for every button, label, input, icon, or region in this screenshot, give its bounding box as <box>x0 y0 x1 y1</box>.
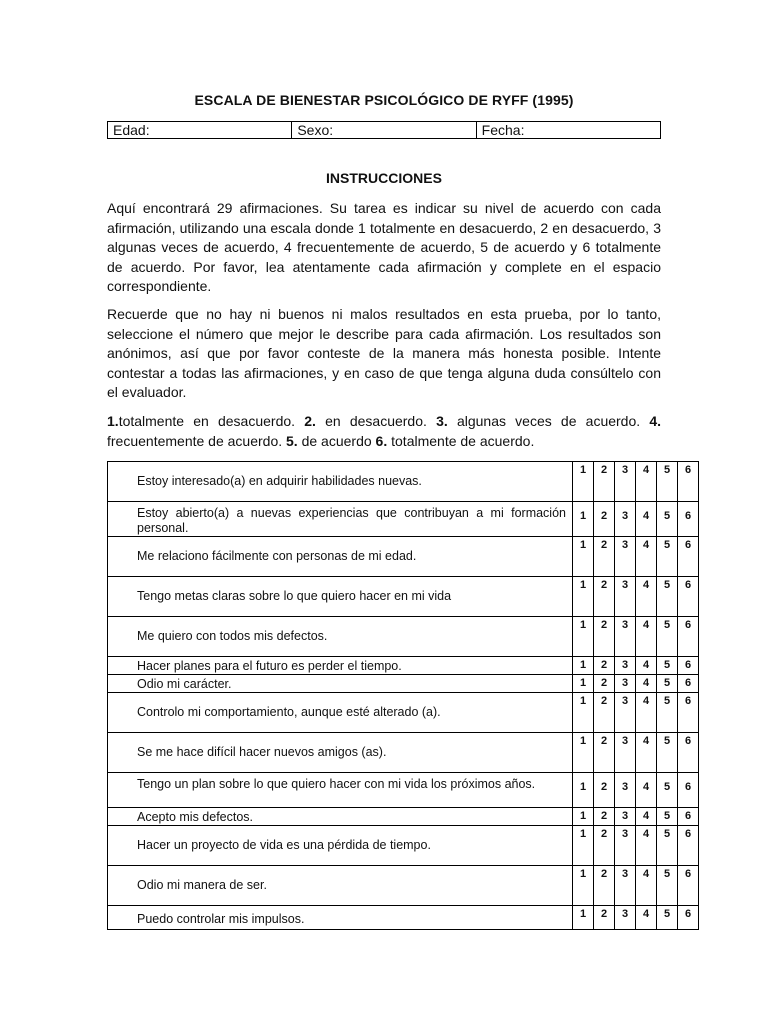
item-statement: Odio mi manera de ser. <box>108 866 573 906</box>
legend-text: frecuentemente de acuerdo. <box>107 432 287 449</box>
rating-option-1[interactable]: 1 <box>573 502 594 537</box>
rating-option-6[interactable]: 6 <box>678 617 699 657</box>
rating-option-2[interactable]: 2 <box>594 675 615 693</box>
rating-option-4[interactable]: 4 <box>636 866 657 906</box>
rating-option-3[interactable]: 3 <box>615 657 636 675</box>
legend-number: 5. <box>286 432 298 449</box>
item-statement: Hacer un proyecto de vida es una pérdida de tiempo. <box>108 826 573 866</box>
rating-option-6[interactable]: 6 <box>678 773 699 808</box>
rating-option-1[interactable]: 1 <box>573 773 594 808</box>
rating-option-2[interactable]: 2 <box>594 773 615 808</box>
item-statement: Se me hace difícil hacer nuevos amigos (as). <box>108 733 573 773</box>
rating-option-4[interactable]: 4 <box>636 693 657 733</box>
item-row <box>108 675 699 693</box>
rating-option-4[interactable]: 4 <box>636 502 657 537</box>
rating-option-1[interactable]: 1 <box>573 657 594 675</box>
rating-option-1[interactable]: 1 <box>573 808 594 826</box>
rating-option-1[interactable]: 1 <box>573 537 594 577</box>
rating-option-5[interactable]: 5 <box>657 657 678 675</box>
item-row <box>108 733 699 773</box>
item-statement: Odio mi carácter. <box>108 675 573 693</box>
scale-legend <box>107 412 661 451</box>
rating-option-5[interactable]: 5 <box>657 773 678 808</box>
rating-option-3[interactable]: 3 <box>615 773 636 808</box>
rating-option-4[interactable]: 4 <box>636 675 657 693</box>
rating-option-6[interactable]: 6 <box>678 577 699 617</box>
rating-option-4[interactable]: 4 <box>636 617 657 657</box>
item-statement: Estoy interesado(a) en adquirir habilidades nuevas. <box>108 462 573 502</box>
rating-option-5[interactable]: 5 <box>657 693 678 733</box>
rating-option-3[interactable]: 3 <box>615 866 636 906</box>
rating-option-6[interactable]: 6 <box>678 693 699 733</box>
age-field[interactable]: Edad: <box>108 122 292 139</box>
rating-option-2[interactable]: 2 <box>594 462 615 502</box>
item-statement: Me quiero con todos mis defectos. <box>108 617 573 657</box>
rating-option-5[interactable]: 5 <box>657 617 678 657</box>
legend-number: 3. <box>436 413 448 429</box>
rating-option-1[interactable]: 1 <box>573 675 594 693</box>
rating-option-3[interactable]: 3 <box>615 537 636 577</box>
rating-option-2[interactable]: 2 <box>594 733 615 773</box>
rating-option-4[interactable]: 4 <box>636 537 657 577</box>
rating-option-6[interactable]: 6 <box>678 537 699 577</box>
legend-number: 6. <box>375 432 388 449</box>
legend-text: totalmente en desacuerdo. <box>118 413 305 429</box>
rating-option-6[interactable]: 6 <box>678 906 699 930</box>
rating-option-5[interactable]: 5 <box>657 675 678 693</box>
rating-option-6[interactable]: 6 <box>678 808 699 826</box>
item-row <box>108 617 699 657</box>
items-table <box>107 461 699 930</box>
rating-option-6[interactable]: 6 <box>678 657 699 675</box>
item-row <box>108 537 699 577</box>
rating-option-2[interactable]: 2 <box>594 657 615 675</box>
rating-option-2[interactable]: 2 <box>594 537 615 577</box>
rating-option-3[interactable]: 3 <box>615 733 636 773</box>
rating-option-6[interactable]: 6 <box>678 675 699 693</box>
date-field[interactable]: Fecha: <box>476 122 660 139</box>
instructions-heading: INSTRUCCIONES <box>326 170 442 186</box>
rating-option-2[interactable]: 2 <box>594 808 615 826</box>
rating-option-6[interactable]: 6 <box>678 866 699 906</box>
rating-option-5[interactable]: 5 <box>657 733 678 773</box>
rating-option-3[interactable]: 3 <box>615 675 636 693</box>
item-statement: Tengo metas claras sobre lo que quiero hacer en mi vida <box>108 577 573 617</box>
rating-option-5[interactable]: 5 <box>657 537 678 577</box>
legend-number: 2. <box>304 413 316 429</box>
rating-option-6[interactable]: 6 <box>678 462 699 502</box>
legend-text: totalmente de acuerdo. <box>387 432 535 449</box>
document-title: ESCALA DE BIENESTAR PSICOLÓGICO DE RYFF (1995) <box>194 92 574 108</box>
rating-option-4[interactable]: 4 <box>636 577 657 617</box>
rating-option-4[interactable]: 4 <box>636 906 657 930</box>
legend-number: 4. <box>649 413 662 429</box>
rating-option-1[interactable]: 1 <box>573 733 594 773</box>
rating-option-4[interactable]: 4 <box>636 826 657 866</box>
rating-option-1[interactable]: 1 <box>573 866 594 906</box>
item-row <box>108 906 699 930</box>
rating-option-4[interactable]: 4 <box>636 657 657 675</box>
legend-number: 1. <box>107 413 119 429</box>
instructions-paragraph-1: Aquí encontrará 29 afirmaciones. Su tarea es indicar su nivel de acuerdo con cada afirmación, utilizando una escala donde 1 totalmente en desacuerdo, 2 en desacuerdo, 3 algunas veces de acuerdo, 4 frecuentemente de acuerdo, 5 de acuerdo y 6 totalmente de acuerdo. Por favor, lea atentamente cada afirmación y complete en el espacio correspondiente. <box>107 200 661 294</box>
item-row <box>108 693 699 733</box>
rating-option-3[interactable]: 3 <box>615 462 636 502</box>
item-row <box>108 866 699 906</box>
rating-option-4[interactable]: 4 <box>636 808 657 826</box>
rating-option-1[interactable]: 1 <box>573 693 594 733</box>
rating-option-2[interactable]: 2 <box>594 577 615 617</box>
item-statement: Acepto mis defectos. <box>108 808 573 826</box>
rating-option-2[interactable]: 2 <box>594 906 615 930</box>
respondent-info-table <box>107 121 661 139</box>
item-statement: Hacer planes para el futuro es perder el tiempo. <box>108 657 573 675</box>
rating-option-6[interactable]: 6 <box>678 826 699 866</box>
rating-option-3[interactable]: 3 <box>615 808 636 826</box>
rating-option-1[interactable]: 1 <box>573 577 594 617</box>
rating-option-5[interactable]: 5 <box>657 462 678 502</box>
item-statement: Estoy abierto(a) a nuevas experiencias que contribuyan a mi formación personal. <box>108 502 573 537</box>
rating-option-1[interactable]: 1 <box>573 826 594 866</box>
item-statement: Tengo un plan sobre lo que quiero hacer con mi vida los próximos años. <box>108 773 573 808</box>
rating-option-3[interactable]: 3 <box>615 502 636 537</box>
rating-option-4[interactable]: 4 <box>636 462 657 502</box>
legend-text: algunas veces de acuerdo. <box>447 413 650 429</box>
item-statement: Puedo controlar mis impulsos. <box>108 906 573 930</box>
item-row <box>108 502 699 537</box>
rating-option-2[interactable]: 2 <box>594 617 615 657</box>
rating-option-5[interactable]: 5 <box>657 906 678 930</box>
rating-option-2[interactable]: 2 <box>594 502 615 537</box>
legend-text: de acuerdo <box>297 432 376 449</box>
rating-option-3[interactable]: 3 <box>615 826 636 866</box>
rating-option-2[interactable]: 2 <box>594 693 615 733</box>
rating-option-3[interactable]: 3 <box>615 693 636 733</box>
rating-option-1[interactable]: 1 <box>573 462 594 502</box>
item-statement: Me relaciono fácilmente con personas de mi edad. <box>108 537 573 577</box>
item-row <box>108 462 699 502</box>
rating-option-3[interactable]: 3 <box>615 577 636 617</box>
item-statement: Controlo mi comportamiento, aunque esté alterado (a). <box>108 693 573 733</box>
rating-option-6[interactable]: 6 <box>678 733 699 773</box>
rating-option-3[interactable]: 3 <box>615 906 636 930</box>
legend-text: en desacuerdo. <box>315 413 437 429</box>
rating-option-5[interactable]: 5 <box>657 577 678 617</box>
item-row <box>108 657 699 675</box>
rating-option-5[interactable]: 5 <box>657 866 678 906</box>
rating-option-2[interactable]: 2 <box>594 866 615 906</box>
item-row <box>108 826 699 866</box>
rating-option-5[interactable]: 5 <box>657 502 678 537</box>
rating-option-2[interactable]: 2 <box>594 826 615 866</box>
item-row <box>108 808 699 826</box>
rating-option-1[interactable]: 1 <box>573 617 594 657</box>
sex-field[interactable]: Sexo: <box>292 122 476 139</box>
rating-option-5[interactable]: 5 <box>657 808 678 826</box>
rating-option-6[interactable]: 6 <box>678 502 699 537</box>
rating-option-4[interactable]: 4 <box>636 733 657 773</box>
rating-option-3[interactable]: 3 <box>615 617 636 657</box>
item-row <box>108 577 699 617</box>
rating-option-1[interactable]: 1 <box>573 906 594 930</box>
rating-option-5[interactable]: 5 <box>657 826 678 866</box>
item-row <box>108 773 699 808</box>
rating-option-4[interactable]: 4 <box>636 773 657 808</box>
instructions-paragraph-2: Recuerde que no hay ni buenos ni malos resultados en esta prueba, por lo tanto, seleccione el número que mejor le describe para cada afirmación. Los resultados son anónimos, así que por favor conteste de la manera más honesta posible. Intente contestar a todas las afirmaciones, y en caso de que tenga alguna duda consúltelo con el evaluador. <box>107 306 661 400</box>
